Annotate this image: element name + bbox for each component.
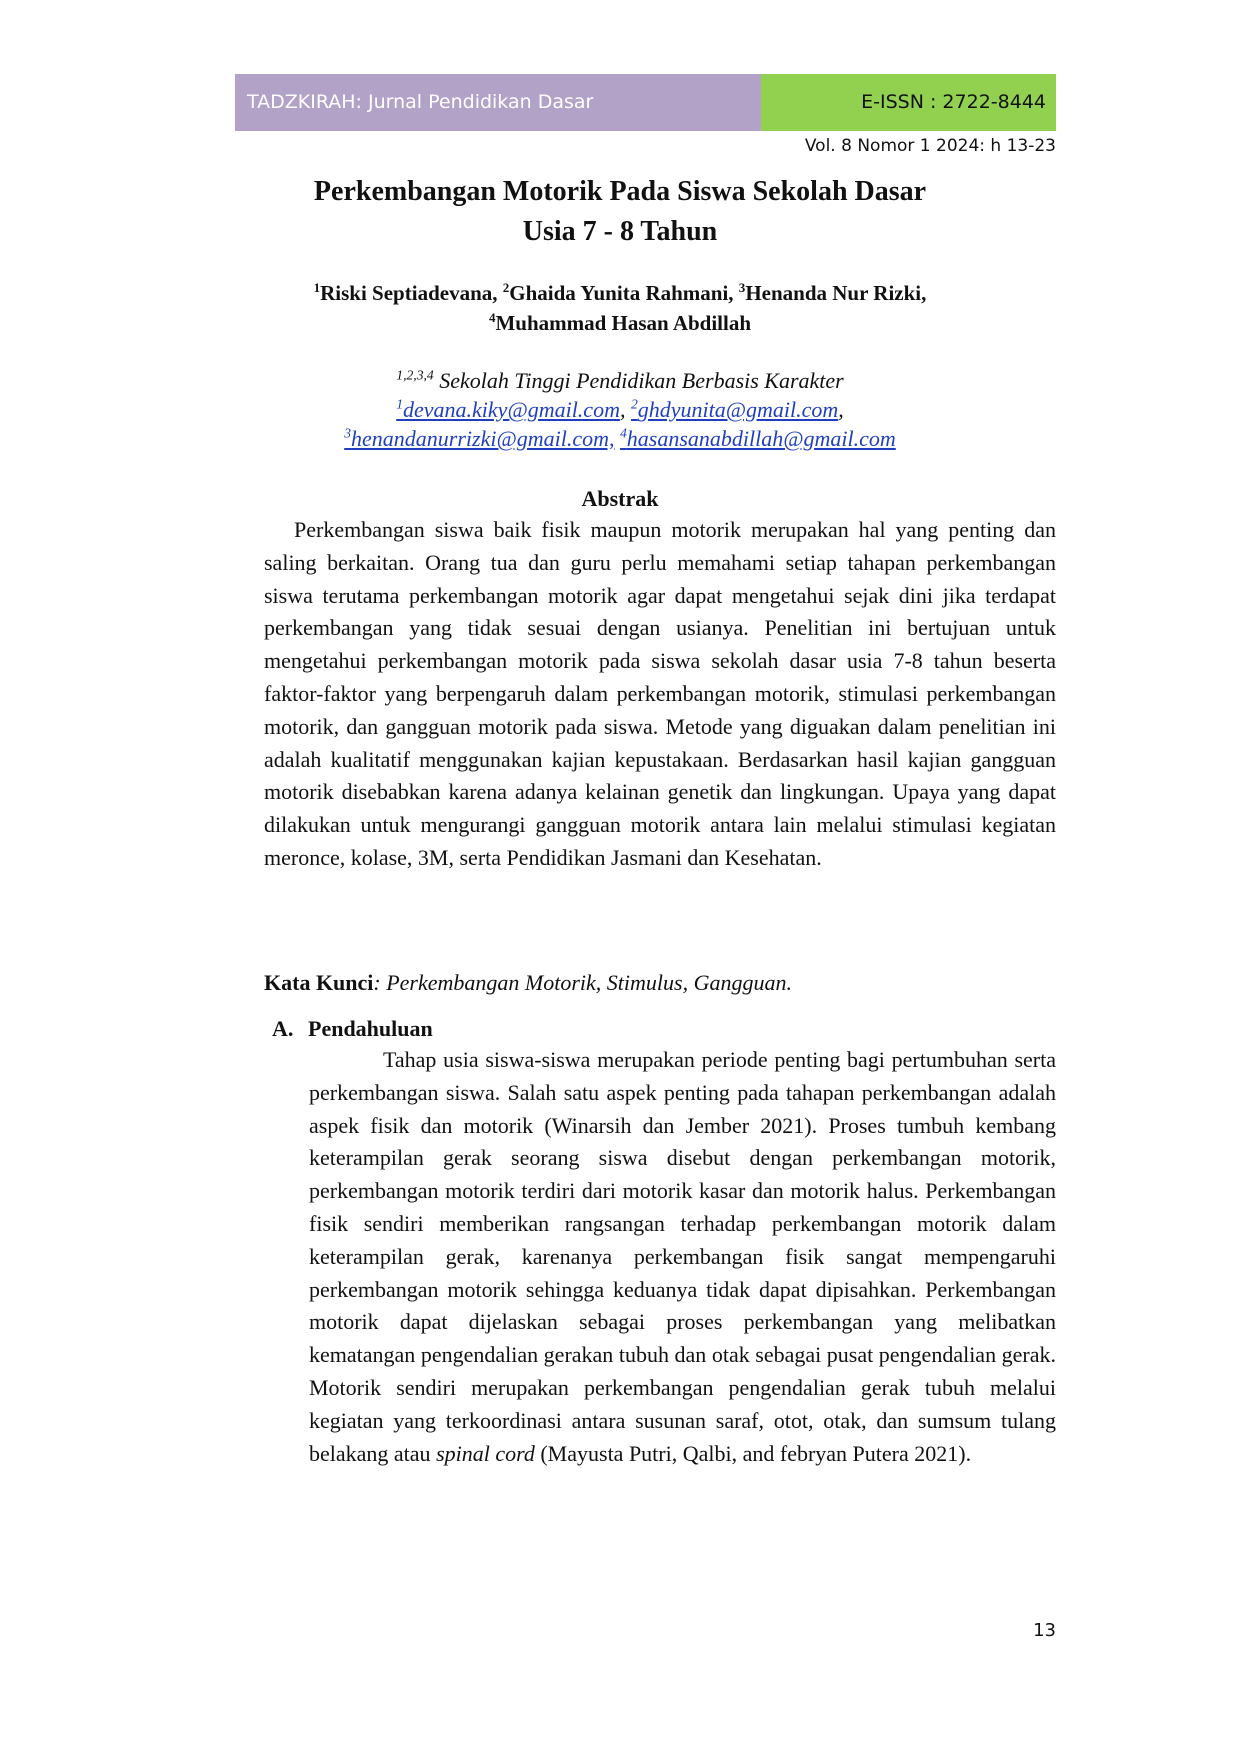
author-sup: 1 <box>313 280 321 295</box>
section-heading <box>272 1016 433 1042</box>
journal-name: TADZKIRAH: Jurnal Pendidikan Dasar <box>235 74 761 131</box>
author-name: Riski Septiadevana, <box>320 281 498 305</box>
abstract-heading: Abstrak <box>581 486 659 511</box>
email-link-1[interactable]: $^1$devana.kiky@gmail.com <box>396 396 620 422</box>
keywords-line <box>264 970 792 996</box>
email-line-2 <box>0 424 1240 453</box>
author-sup: 3 <box>738 280 746 295</box>
institution-line <box>0 366 1240 395</box>
title-line-2: Usia 7 - 8 Tahun <box>522 216 718 247</box>
abstract-text: Perkembangan siswa baik fisik maupun motorik merupakan hal yang penting dan saling berkaitan. Orang tua dan guru perlu memahami setiap tahapan perkembangan siswa terutama perkembangan motorik agar dapat mengetahui sejak dini jika terdapat perkembangan yang tidak sesuai dengan usianya. Penelitian ini bertujuan untuk mengetahui perkembangan motorik pada siswa sekolah dasar usia 7-8 tahun beserta faktor-faktor yang berpengaruh dalam perkembangan motorik, stimulasi perkembangan motorik, dan gangguan motorik pada siswa. Metode yang diguakan dalam penelitian ini adalah kualitatif menggunakan kajian kepustakaan. Berdasarkan hasil kajian gangguan motorik disebabkan karena adanya kelainan genetik dan lingkungan. Upaya yang dapat dilakukan untuk mengurangi gangguan motorik antara lain melalui stimulasi kegiatan meronce, kolase, 3M, serta Pendidikan Jasmani dan Kesehatan. <box>264 517 1056 870</box>
affiliation-block <box>0 366 1240 453</box>
intro-main-text: Tahap usia siswa-siswa merupakan periode penting bagi pertumbuhan serta perkembangan siswa. Salah satu aspek penting pada tahapan perkembangan adalah aspek fisik dan motorik (Winarsih dan Jember 2021). Proses tumbuh kembang keterampilan gerak seorang siswa disebut dengan perkembangan motorik, perkembangan motorik terdiri dari motorik kasar dan motorik halus. Perkembangan fisik sendiri memberikan rangsangan terhadap perkembangan motorik dalam keterampilan gerak, karenanya perkembangan fisik sangat mempengaruhi perkembangan motorik sehingga keduanya tidak dapat dipisahkan. Perkembangan motorik dapat dijelaskan sebagai proses perkembangan yang melibatkan kematangan pengendalian gerakan tubuh dan otak sebagai pusat pengendalian gerak. Motorik sendiri merupakan perkembangan pengendalian gerak tubuh melalui kegiatan yang terkoordinasi antara susunan saraf, otot, otak, dan sumsum tulang belakang atau <box>309 1047 1056 1466</box>
author-name: Muhammad Hasan Abdillah <box>495 311 752 335</box>
affiliation-sup: 1,2,3,4 <box>396 367 434 383</box>
page-number: 13 <box>1033 1620 1056 1641</box>
author-sup: 4 <box>488 310 496 325</box>
author-line-1 <box>0 278 1240 308</box>
author-name: Henanda Nur Rizki, <box>745 281 927 305</box>
paper-title <box>0 172 1240 252</box>
email-link-3[interactable]: $^3$henandanurrizki@gmail.com, <box>344 425 615 451</box>
keywords-label: Kata Kunci <box>264 970 374 995</box>
institution-name: Sekolah Tinggi Pendidikan Berbasis Karakter <box>439 368 844 393</box>
issn-label: E-ISSN : 2722-8444 <box>761 74 1056 131</box>
author-list <box>0 278 1240 338</box>
volume-info: Vol. 8 Nomor 1 2024: h 13-23 <box>804 136 1056 156</box>
section-letter: A. <box>272 1016 294 1041</box>
email-link-2[interactable]: $^2$ghdyunita@gmail.com <box>630 396 839 422</box>
author-name: Ghaida Yunita Rahmani, <box>509 281 734 305</box>
author-sup: 2 <box>502 280 510 295</box>
keywords-values: : Perkembangan Motorik, Stimulus, Gangguan. <box>373 970 792 995</box>
author-line-2 <box>0 308 1240 338</box>
email-line-1: $^1$devana.kiky@gmail.com, $^2$ghdyunita@gmail.com, <box>396 396 844 422</box>
title-line-1: Perkembangan Motorik Pada Siswa Sekolah Dasar <box>313 176 927 207</box>
journal-header-bar <box>235 74 1056 131</box>
introduction-text <box>309 1044 1056 1470</box>
intro-italic-term: spinal cord <box>436 1440 535 1466</box>
email-link-4[interactable]: $^4$hasansanabdillah@gmail.com <box>619 425 896 451</box>
intro-citation: (Mayusta Putri, Qalbi, and febryan Putera 2021). <box>540 1440 972 1466</box>
section-title: Pendahuluan <box>308 1016 433 1041</box>
